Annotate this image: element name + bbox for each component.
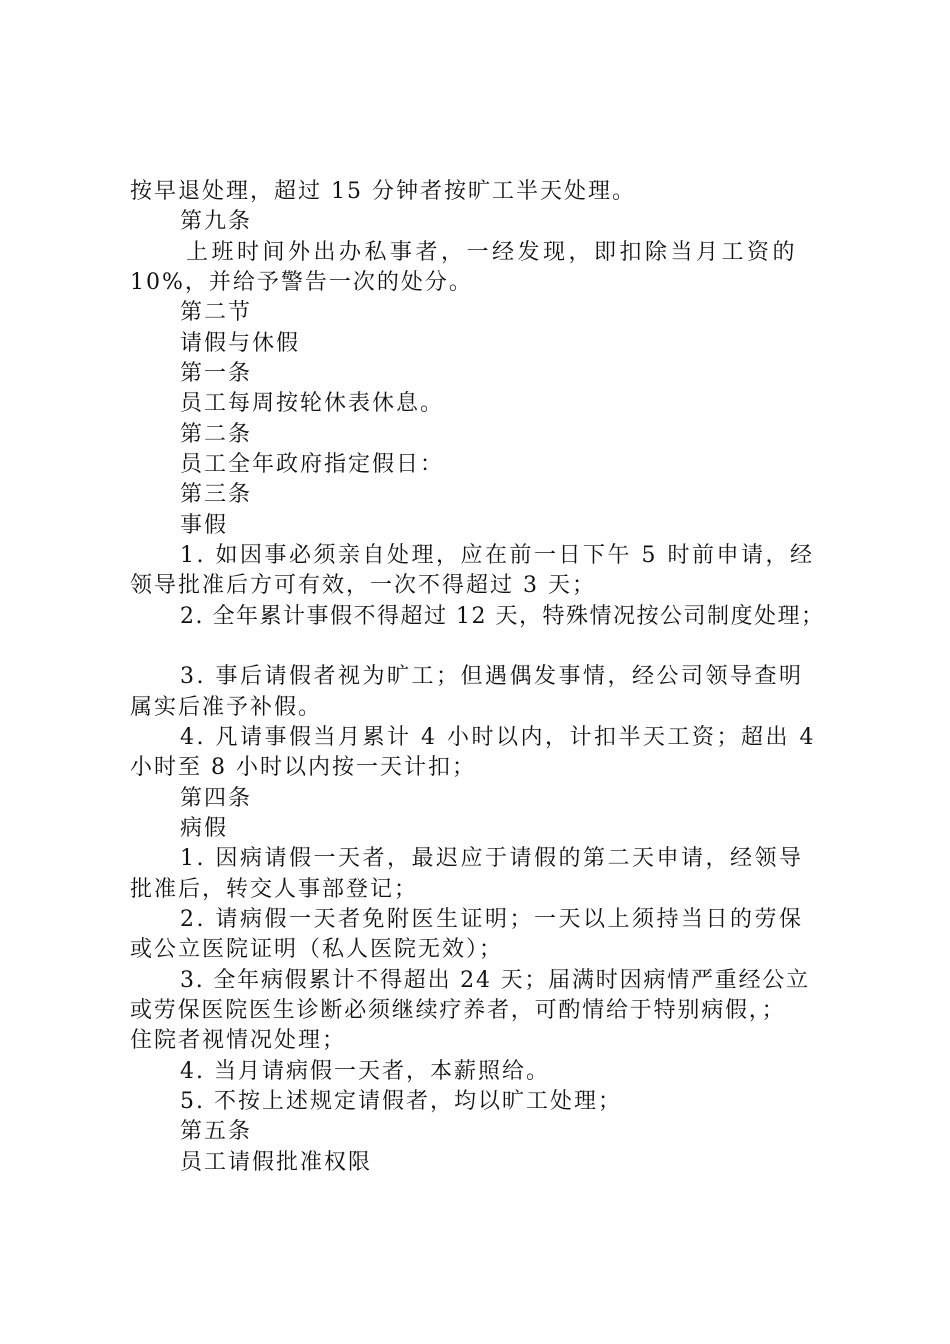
text-line: 属实后准予补假。 [130,695,323,720]
text-line: 批准后，转交人事部登记； [130,877,419,902]
text-line: 小时至 8 小时以内按一天计扣； [130,755,476,780]
text-line: 员工请假批准权限 [180,1150,373,1175]
list-item: 4. 凡请事假当月累计 4 小时以内，计扣半天工资；超出 4 [180,725,816,750]
article-heading: 第五条 [180,1119,253,1144]
subheading: 事假 [180,513,229,538]
section-title: 请假与休假 [180,331,301,356]
text-line: 员工全年政府指定假日： [180,452,445,477]
list-item: 3. 事后请假者视为旷工；但遇偶发事情，经公司领导查明 [180,664,804,689]
article-heading: 第一条 [180,361,253,386]
text-line: 10%，并给予警告一次的处分。 [130,270,473,295]
list-item: 2. 请病假一天者免附医生证明；一天以上须持当日的劳保 [180,907,804,932]
article-heading: 第九条 [180,209,253,234]
text-line: 按早退处理，超过 15 分钟者按旷工半天处理。 [130,179,636,204]
list-item: 3. 全年病假累计不得超出 24 天；届满时因病情严重经公立 [180,968,810,993]
text-line: 领导批准后方可有效，一次不得超过 3 天； [130,573,596,598]
text-line: 或公立医院证明（私人医院无效）； [130,937,504,962]
text-line: 住院者视情况处理； [130,1028,347,1053]
section-heading: 第二节 [180,300,253,325]
text-line: 员工每周按轮休表休息。 [180,391,445,416]
text-line: 或劳保医院医生诊断必须继续疗养者，可酌情给于特别病假，； [130,998,786,1023]
list-item: 5. 不按上述规定请假者，均以旷工处理； [180,1089,622,1114]
list-item: 1. 如因事必须亲自处理，应在前一日下午 5 时前申请，经 [180,543,815,568]
subheading: 病假 [180,816,229,841]
list-item: 2. 全年累计事假不得超过 12 天，特殊情况按公司制度处理； [180,604,825,629]
article-heading: 第三条 [180,482,253,507]
text-line: 上班时间外出办私事者，一经发现，即扣除当月工资的 [186,240,799,265]
article-heading: 第二条 [180,422,253,447]
article-heading: 第四条 [180,786,253,811]
list-item: 1. 因病请假一天者，最迟应于请假的第二天申请，经领导 [180,846,804,871]
list-item: 4. 当月请病假一天者，本薪照给。 [180,1059,550,1084]
